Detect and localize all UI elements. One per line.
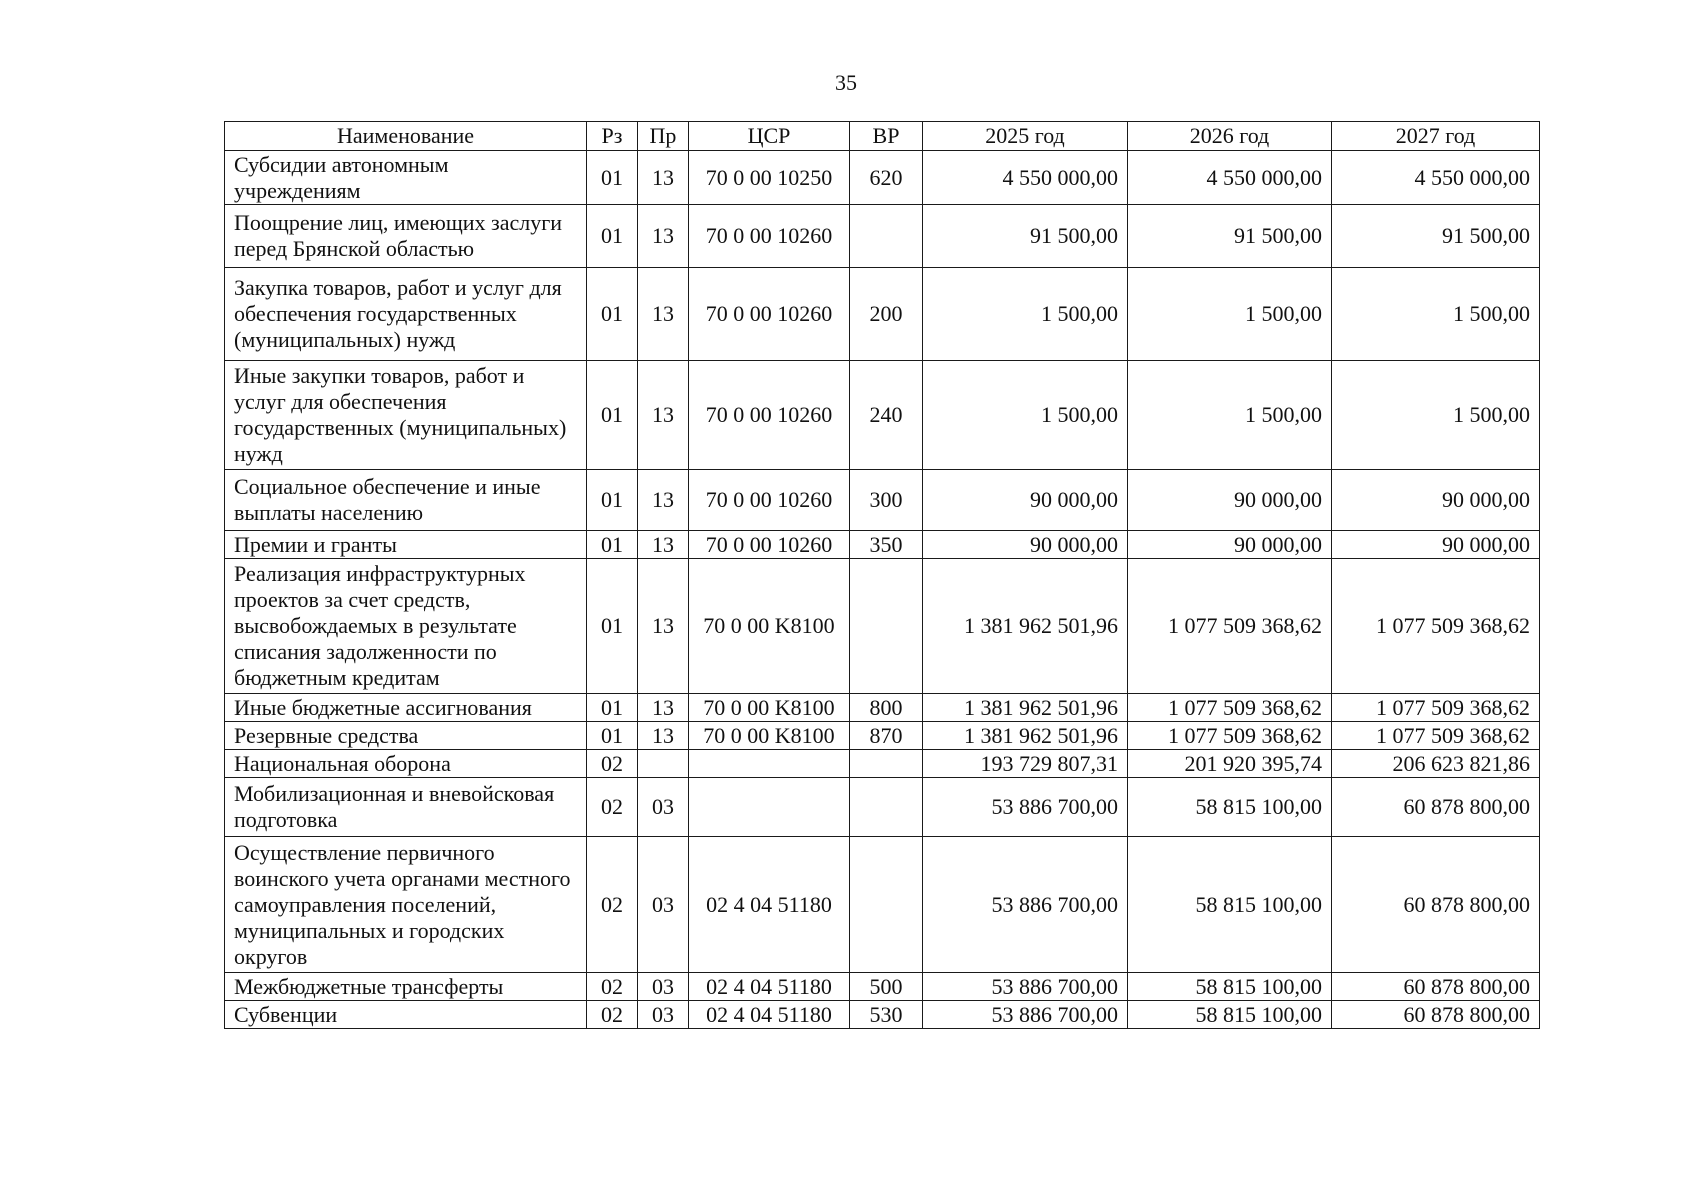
- header-2025: 2025 год: [923, 122, 1128, 151]
- cell-pr: 13: [638, 722, 689, 750]
- header-csr: ЦСР: [689, 122, 850, 151]
- cell-rz: 01: [587, 205, 638, 268]
- cell-2026: 58 815 100,00: [1128, 973, 1332, 1001]
- cell-name: Осуществление первичного воинского учета органами местного самоуправления поселений, муниципальных и городских округов: [225, 837, 587, 973]
- cell-2025: 1 500,00: [923, 361, 1128, 470]
- cell-vr: 870: [850, 722, 923, 750]
- cell-vr: 620: [850, 151, 923, 205]
- cell-2027: 1 077 509 368,62: [1332, 722, 1540, 750]
- cell-csr: 70 0 00 K8100: [689, 722, 850, 750]
- cell-2026: 1 077 509 368,62: [1128, 559, 1332, 694]
- cell-2025: 53 886 700,00: [923, 778, 1128, 837]
- cell-csr: 70 0 00 10260: [689, 268, 850, 361]
- cell-csr: 70 0 00 K8100: [689, 559, 850, 694]
- table-row: [225, 361, 1540, 470]
- cell-2026: 4 550 000,00: [1128, 151, 1332, 205]
- cell-rz: 02: [587, 973, 638, 1001]
- cell-name: Иные закупки товаров, работ и услуг для обеспечения государственных (муниципальных) нужд: [225, 361, 587, 470]
- cell-rz: 01: [587, 268, 638, 361]
- table-row: [225, 205, 1540, 268]
- cell-name: Мобилизационная и вневойсковая подготовка: [225, 778, 587, 837]
- cell-csr: 70 0 00 10250: [689, 151, 850, 205]
- cell-2025: 193 729 807,31: [923, 750, 1128, 778]
- cell-csr: [689, 750, 850, 778]
- cell-2025: 4 550 000,00: [923, 151, 1128, 205]
- cell-pr: 13: [638, 205, 689, 268]
- cell-name: Закупка товаров, работ и услуг для обеспечения государственных (муниципальных) нужд: [225, 268, 587, 361]
- cell-vr: [850, 205, 923, 268]
- cell-name: Социальное обеспечение и иные выплаты населению: [225, 470, 587, 531]
- cell-rz: 01: [587, 151, 638, 205]
- cell-name: Национальная оборона: [225, 750, 587, 778]
- cell-pr: 13: [638, 559, 689, 694]
- cell-csr: 02 4 04 51180: [689, 973, 850, 1001]
- header-vr: ВР: [850, 122, 923, 151]
- cell-2025: 90 000,00: [923, 531, 1128, 559]
- table-row: [225, 722, 1540, 750]
- cell-pr: 03: [638, 1001, 689, 1029]
- table-header-row: [225, 122, 1540, 151]
- header-2027: 2027 год: [1332, 122, 1540, 151]
- cell-2026: 91 500,00: [1128, 205, 1332, 268]
- cell-2026: 1 500,00: [1128, 268, 1332, 361]
- cell-2025: 90 000,00: [923, 470, 1128, 531]
- cell-2025: 1 381 962 501,96: [923, 559, 1128, 694]
- cell-csr: 70 0 00 K8100: [689, 694, 850, 722]
- cell-rz: 02: [587, 837, 638, 973]
- table-row: [225, 837, 1540, 973]
- table-row: [225, 694, 1540, 722]
- cell-pr: 03: [638, 837, 689, 973]
- cell-2026: 1 500,00: [1128, 361, 1332, 470]
- cell-2027: 60 878 800,00: [1332, 973, 1540, 1001]
- cell-vr: [850, 837, 923, 973]
- cell-csr: 02 4 04 51180: [689, 1001, 850, 1029]
- cell-csr: 70 0 00 10260: [689, 361, 850, 470]
- cell-2025: 1 381 962 501,96: [923, 722, 1128, 750]
- table-row: [225, 151, 1540, 205]
- table-row: [225, 470, 1540, 531]
- cell-csr: 70 0 00 10260: [689, 470, 850, 531]
- cell-2027: 1 077 509 368,62: [1332, 694, 1540, 722]
- table-row: [225, 531, 1540, 559]
- cell-vr: 500: [850, 973, 923, 1001]
- cell-rz: 01: [587, 361, 638, 470]
- cell-2027: 91 500,00: [1332, 205, 1540, 268]
- table-row: [225, 750, 1540, 778]
- table-row: [225, 559, 1540, 694]
- budget-table: [224, 121, 1540, 1029]
- cell-2027: 1 500,00: [1332, 268, 1540, 361]
- cell-2025: 91 500,00: [923, 205, 1128, 268]
- cell-name: Резервные средства: [225, 722, 587, 750]
- cell-pr: 13: [638, 361, 689, 470]
- cell-2025: 53 886 700,00: [923, 1001, 1128, 1029]
- cell-rz: 01: [587, 722, 638, 750]
- cell-csr: 02 4 04 51180: [689, 837, 850, 973]
- cell-2025: 53 886 700,00: [923, 837, 1128, 973]
- cell-2027: 90 000,00: [1332, 470, 1540, 531]
- cell-pr: 13: [638, 694, 689, 722]
- cell-vr: 530: [850, 1001, 923, 1029]
- header-name: Наименование: [225, 122, 587, 151]
- cell-rz: 02: [587, 750, 638, 778]
- table-row: [225, 1001, 1540, 1029]
- cell-2027: 60 878 800,00: [1332, 837, 1540, 973]
- cell-2026: 90 000,00: [1128, 470, 1332, 531]
- cell-name: Субсидии автономным учреждениям: [225, 151, 587, 205]
- cell-2026: 90 000,00: [1128, 531, 1332, 559]
- cell-2027: 90 000,00: [1332, 531, 1540, 559]
- cell-2026: 58 815 100,00: [1128, 1001, 1332, 1029]
- cell-2027: 60 878 800,00: [1332, 1001, 1540, 1029]
- page-number: 35: [835, 70, 857, 95]
- cell-rz: 01: [587, 470, 638, 531]
- cell-2026: 58 815 100,00: [1128, 778, 1332, 837]
- cell-pr: 13: [638, 268, 689, 361]
- cell-2026: 1 077 509 368,62: [1128, 722, 1332, 750]
- cell-name: Премии и гранты: [225, 531, 587, 559]
- cell-name: Поощрение лиц, имеющих заслуги перед Брянской областью: [225, 205, 587, 268]
- cell-2025: 1 500,00: [923, 268, 1128, 361]
- cell-2027: 206 623 821,86: [1332, 750, 1540, 778]
- table-row: [225, 268, 1540, 361]
- cell-name: Межбюджетные трансферты: [225, 973, 587, 1001]
- cell-pr: [638, 750, 689, 778]
- cell-vr: 300: [850, 470, 923, 531]
- cell-2026: 58 815 100,00: [1128, 837, 1332, 973]
- cell-2026: 201 920 395,74: [1128, 750, 1332, 778]
- cell-rz: 01: [587, 531, 638, 559]
- cell-csr: 70 0 00 10260: [689, 531, 850, 559]
- cell-vr: [850, 778, 923, 837]
- cell-name: Иные бюджетные ассигнования: [225, 694, 587, 722]
- cell-2027: 1 077 509 368,62: [1332, 559, 1540, 694]
- cell-name: Реализация инфраструктурных проектов за счет средств, высвобождаемых в результате списания задолженности по бюджетным кредитам: [225, 559, 587, 694]
- cell-2025: 53 886 700,00: [923, 973, 1128, 1001]
- cell-2027: 60 878 800,00: [1332, 778, 1540, 837]
- table-row: [225, 973, 1540, 1001]
- header-pr: Пр: [638, 122, 689, 151]
- cell-rz: 01: [587, 694, 638, 722]
- cell-vr: [850, 559, 923, 694]
- header-2026: 2026 год: [1128, 122, 1332, 151]
- cell-2027: 1 500,00: [1332, 361, 1540, 470]
- cell-vr: 200: [850, 268, 923, 361]
- cell-name: Субвенции: [225, 1001, 587, 1029]
- cell-rz: 02: [587, 1001, 638, 1029]
- cell-vr: 350: [850, 531, 923, 559]
- cell-vr: [850, 750, 923, 778]
- table-row: [225, 778, 1540, 837]
- cell-pr: 03: [638, 973, 689, 1001]
- cell-2025: 1 381 962 501,96: [923, 694, 1128, 722]
- cell-pr: 13: [638, 470, 689, 531]
- cell-csr: [689, 778, 850, 837]
- cell-pr: 13: [638, 531, 689, 559]
- cell-rz: 01: [587, 559, 638, 694]
- cell-pr: 13: [638, 151, 689, 205]
- cell-csr: 70 0 00 10260: [689, 205, 850, 268]
- cell-vr: 800: [850, 694, 923, 722]
- cell-2027: 4 550 000,00: [1332, 151, 1540, 205]
- cell-pr: 03: [638, 778, 689, 837]
- cell-2026: 1 077 509 368,62: [1128, 694, 1332, 722]
- cell-rz: 02: [587, 778, 638, 837]
- header-rz: Рз: [587, 122, 638, 151]
- cell-vr: 240: [850, 361, 923, 470]
